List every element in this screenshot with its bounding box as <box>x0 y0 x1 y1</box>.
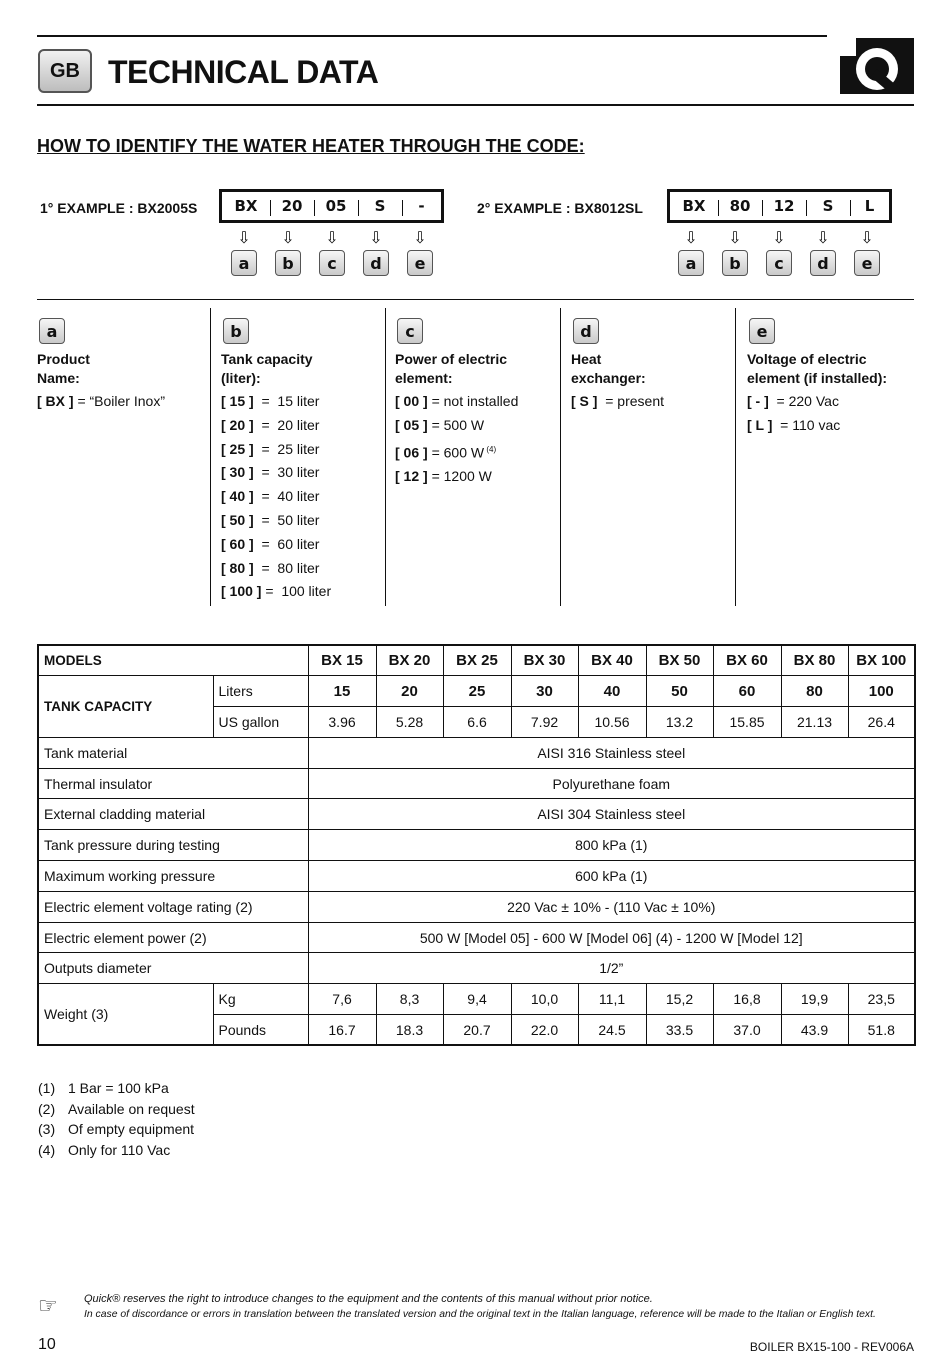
code-letter-badge: d <box>810 250 836 276</box>
code-column-a <box>37 308 207 606</box>
table-cell: 16.7 <box>308 1015 376 1046</box>
code-segment: 05 <box>314 197 358 215</box>
code-segment: 12 <box>762 197 806 215</box>
code-column-c <box>395 308 555 606</box>
table-cell: 20.7 <box>443 1015 511 1046</box>
column-title <box>37 350 207 388</box>
code-option <box>395 465 555 489</box>
code-segment: BX <box>682 197 706 215</box>
table-cell: 20 <box>376 676 443 707</box>
code-letter-badge: c <box>319 250 345 276</box>
code-meaning: = not installed <box>427 393 519 409</box>
section-title: HOW TO IDENTIFY THE WATER HEATER THROUGH THE CODE: <box>37 136 585 156</box>
column-title-line: Tank capacity <box>221 351 313 367</box>
model-header: BX 15 <box>308 645 376 676</box>
code-value: [ 15 ] <box>221 393 254 409</box>
table-cell: 40 <box>578 676 646 707</box>
table-row-liters <box>38 676 915 707</box>
code-meaning: = 220 Vac <box>768 393 839 409</box>
column-title-line: Heat <box>571 351 602 367</box>
code-value: [ 50 ] <box>221 511 254 528</box>
code-value: [ 60 ] <box>221 535 254 552</box>
column-title-line: Power of electric <box>395 351 508 367</box>
table-row <box>38 922 915 953</box>
code-letter-badge: a <box>231 250 257 276</box>
column-title-line: (liter): <box>221 370 261 386</box>
code-meaning: = “Boiler Inox” <box>73 393 165 409</box>
table-cell: 5.28 <box>376 707 443 738</box>
gallon-label: US gallon <box>213 707 308 738</box>
code-meaning: = 30 liter <box>253 464 320 481</box>
code-option <box>221 438 381 462</box>
table-row <box>38 830 915 861</box>
table-cell: 16,8 <box>713 984 781 1015</box>
code-meaning: = present <box>597 393 664 409</box>
code-segment: S <box>806 197 850 215</box>
disclaimer-line-1: Quick® reserves the right to introduce changes to the equipment and the contents of this manual without prior notice. <box>84 1293 653 1305</box>
pointing-hand-icon: ☞ <box>38 1294 58 1319</box>
section-divider <box>37 299 914 300</box>
code-option <box>395 414 555 438</box>
example-2-letters <box>669 250 889 276</box>
code-meaning: = 110 vac <box>772 416 841 433</box>
model-header: BX 40 <box>578 645 646 676</box>
code-letter-badge: c <box>766 250 792 276</box>
row-label: Outputs diameter <box>38 953 308 984</box>
footnote-ref: (4) <box>484 444 497 454</box>
code-value: [ 100 ] <box>221 583 262 600</box>
code-value: [ 80 ] <box>221 559 254 576</box>
footnote-number: (2) <box>38 1100 56 1117</box>
example-1-letters <box>222 250 442 276</box>
model-header: BX 25 <box>443 645 511 676</box>
model-header: BX 50 <box>646 645 713 676</box>
code-option <box>395 390 555 414</box>
table-cell: 30 <box>511 676 578 707</box>
down-arrow-icon: ⇩ <box>325 228 339 247</box>
code-meaning: = 600 W <box>427 444 485 461</box>
code-letter-badge: a <box>678 250 704 276</box>
down-arrow-icon: ⇩ <box>237 228 251 247</box>
down-arrow-icon: ⇩ <box>772 228 786 247</box>
code-letter-badge: b <box>722 250 748 276</box>
document-reference: BOILER BX15-100 - REV006A <box>749 1340 914 1354</box>
table-cell: 15 <box>308 676 376 707</box>
table-row <box>38 953 915 984</box>
row-value: 800 kPa (1) <box>308 830 915 861</box>
table-cell: 26.4 <box>848 707 915 738</box>
code-meaning: = 25 liter <box>253 440 320 457</box>
row-label: Tank material <box>38 737 308 768</box>
code-value: [ 05 ] <box>395 416 428 433</box>
code-option <box>221 390 381 414</box>
code-meaning: = 20 liter <box>253 416 320 433</box>
down-arrow-icon: ⇩ <box>281 228 295 247</box>
code-column-b <box>221 308 381 606</box>
code-letter-badge: b <box>275 250 301 276</box>
code-option <box>395 438 555 465</box>
code-meaning: = 15 liter <box>253 393 320 409</box>
column-divider <box>210 308 211 606</box>
down-arrow-icon: ⇩ <box>684 228 698 247</box>
code-meaning: = 1200 W <box>427 468 492 485</box>
table-cell: 15.85 <box>713 707 781 738</box>
code-option <box>221 485 381 509</box>
code-letter-badge: d <box>573 318 599 344</box>
footnote-number: (3) <box>38 1121 56 1137</box>
row-label: External cladding material <box>38 799 308 830</box>
weight-label: Weight (3) <box>38 984 213 1046</box>
code-letter-badge: e <box>749 318 775 344</box>
code-value: [ 25 ] <box>221 440 254 457</box>
code-letter-badge: e <box>407 250 433 276</box>
table-cell: 3.96 <box>308 707 376 738</box>
footnote-text: Available on request <box>68 1100 195 1117</box>
table-cell: 23,5 <box>848 984 915 1015</box>
table-row <box>38 891 915 922</box>
code-value: [ BX ] <box>37 393 74 409</box>
down-arrow-icon: ⇩ <box>860 228 874 247</box>
table-cell: 50 <box>646 676 713 707</box>
model-header: BX 60 <box>713 645 781 676</box>
code-value: [ - ] <box>747 393 769 409</box>
footnote-text: Of empty equipment <box>68 1121 195 1137</box>
table-cell: 10.56 <box>578 707 646 738</box>
column-divider <box>735 308 736 606</box>
row-label: Electric element voltage rating (2) <box>38 891 308 922</box>
code-value: [ S ] <box>571 393 598 409</box>
row-label: Thermal insulator <box>38 768 308 799</box>
table-cell: 37.0 <box>713 1015 781 1046</box>
down-arrow-icon: ⇩ <box>728 228 742 247</box>
pounds-label: Pounds <box>213 1015 308 1046</box>
table-cell: 8,3 <box>376 984 443 1015</box>
code-segment: BX <box>234 197 258 215</box>
code-meaning: = 60 liter <box>253 535 320 552</box>
code-meaning: = 80 liter <box>253 559 320 576</box>
table-cell: 15,2 <box>646 984 713 1015</box>
example-1-code-box <box>219 189 444 223</box>
page-number: 10 <box>38 1336 56 1353</box>
model-header: BX 80 <box>781 645 848 676</box>
table-row-kg <box>38 984 915 1015</box>
example-2-label: 2° EXAMPLE : BX8012SL <box>477 200 643 216</box>
column-divider <box>560 308 561 606</box>
footnote <box>38 1140 195 1161</box>
table-cell: 21.13 <box>781 707 848 738</box>
table-row-models <box>38 645 915 676</box>
footnote <box>38 1078 195 1099</box>
disclaimer-line-2: In case of discordance or errors in translation between the translated version and the original text in the Italian language, reference will be made to the Italian or English text. <box>84 1309 876 1320</box>
code-option <box>221 461 381 485</box>
code-meaning: = 500 W <box>427 416 485 433</box>
row-value: AISI 316 Stainless steel <box>308 737 915 768</box>
column-title-line: Product <box>37 351 90 367</box>
footnote-text: Only for 110 Vac <box>68 1141 171 1158</box>
code-option <box>221 533 381 557</box>
code-value: [ 00 ] <box>395 393 428 409</box>
column-title <box>571 350 731 388</box>
row-value: 1/2” <box>308 953 915 984</box>
row-label: Tank pressure during testing <box>38 830 308 861</box>
code-option <box>37 390 207 414</box>
row-value: 220 Vac ± 10% - (110 Vac ± 10%) <box>308 891 915 922</box>
table-cell: 11,1 <box>578 984 646 1015</box>
table-cell: 18.3 <box>376 1015 443 1046</box>
quick-q-logo-icon <box>840 38 914 94</box>
table-cell: 6.6 <box>443 707 511 738</box>
row-label: Electric element power (2) <box>38 922 308 953</box>
code-value: [ 20 ] <box>221 416 254 433</box>
down-arrow-icon: ⇩ <box>816 228 830 247</box>
model-header: BX 20 <box>376 645 443 676</box>
code-option <box>221 557 381 581</box>
footnote <box>38 1119 195 1140</box>
row-value: 600 kPa (1) <box>308 861 915 892</box>
table-row <box>38 799 915 830</box>
code-meaning: = 50 liter <box>253 511 320 528</box>
code-letter-badge: b <box>223 318 249 344</box>
table-cell: 25 <box>443 676 511 707</box>
example-1-arrows <box>222 228 442 247</box>
table-cell: 43.9 <box>781 1015 848 1046</box>
table-cell: 10,0 <box>511 984 578 1015</box>
code-segment: - <box>402 197 441 215</box>
code-segment: L <box>850 197 889 215</box>
code-option <box>747 390 912 414</box>
row-value: 500 W [Model 05] - 600 W [Model 06] (4) - 1200 W [Model 12] <box>308 922 915 953</box>
code-option <box>747 414 912 438</box>
header-top-rule <box>37 35 827 37</box>
column-title-line: element: <box>395 370 453 386</box>
code-column-d <box>571 308 731 606</box>
code-option <box>221 580 381 604</box>
table-cell: 80 <box>781 676 848 707</box>
code-option <box>221 414 381 438</box>
table-cell: 22.0 <box>511 1015 578 1046</box>
down-arrow-icon: ⇩ <box>369 228 383 247</box>
code-segment: 80 <box>718 197 762 215</box>
model-header: BX 100 <box>848 645 915 676</box>
code-option <box>221 509 381 533</box>
model-header: BX 30 <box>511 645 578 676</box>
code-letter-badge: c <box>397 318 423 344</box>
table-cell: 51.8 <box>848 1015 915 1046</box>
footnote-number: (1) <box>38 1080 56 1096</box>
column-title <box>747 350 912 388</box>
table-cell: 19,9 <box>781 984 848 1015</box>
table-row <box>38 737 915 768</box>
code-segment: 20 <box>270 197 314 215</box>
code-segment: S <box>358 197 402 215</box>
table-cell: 24.5 <box>578 1015 646 1046</box>
code-letter-badge: e <box>854 250 880 276</box>
table-cell: 7.92 <box>511 707 578 738</box>
footnote-text: 1 Bar = 100 kPa <box>68 1080 169 1096</box>
tank-capacity-label: TANK CAPACITY <box>38 676 213 738</box>
table-cell: 100 <box>848 676 915 707</box>
row-label: Maximum working pressure <box>38 861 308 892</box>
table-cell: 33.5 <box>646 1015 713 1046</box>
technical-data-table <box>37 644 916 1046</box>
language-badge: GB <box>38 49 92 93</box>
code-value: [ 12 ] <box>395 468 428 485</box>
column-divider <box>385 308 386 606</box>
table-cell: 13.2 <box>646 707 713 738</box>
code-value: [ 06 ] <box>395 444 428 461</box>
column-title-line: exchanger: <box>571 370 646 386</box>
code-letter-badge: d <box>363 250 389 276</box>
column-title-line: Voltage of electric <box>747 351 867 367</box>
table-cell: 7,6 <box>308 984 376 1015</box>
page-title: TECHNICAL DATA <box>108 54 379 90</box>
models-label: MODELS <box>38 645 308 676</box>
column-title <box>221 350 381 388</box>
footnote-number: (4) <box>38 1141 56 1158</box>
code-value: [ 30 ] <box>221 464 254 481</box>
down-arrow-icon: ⇩ <box>413 228 427 247</box>
code-meaning: = 100 liter <box>261 583 332 600</box>
code-value: [ L ] <box>747 416 773 433</box>
example-2-arrows <box>669 228 889 247</box>
example-1-label: 1° EXAMPLE : BX2005S <box>40 200 198 216</box>
column-title-line: element (if installed): <box>747 370 888 386</box>
code-option <box>571 390 731 414</box>
liters-label: Liters <box>213 676 308 707</box>
table-row <box>38 861 915 892</box>
table-cell: 9,4 <box>443 984 511 1015</box>
footnote <box>38 1099 195 1120</box>
row-value: Polyurethane foam <box>308 768 915 799</box>
example-2-code-box <box>667 189 892 223</box>
disclaimer <box>84 1292 876 1322</box>
code-letter-badge: a <box>39 318 65 344</box>
column-title-line: Name: <box>37 370 80 386</box>
table-row <box>38 768 915 799</box>
code-meaning: = 40 liter <box>253 488 320 505</box>
kg-label: Kg <box>213 984 308 1015</box>
code-column-e <box>747 308 912 606</box>
header-bottom-rule <box>37 104 914 106</box>
row-value: AISI 304 Stainless steel <box>308 799 915 830</box>
column-title <box>395 350 555 388</box>
table-cell: 60 <box>713 676 781 707</box>
footnotes <box>38 1078 195 1160</box>
code-value: [ 40 ] <box>221 488 254 505</box>
